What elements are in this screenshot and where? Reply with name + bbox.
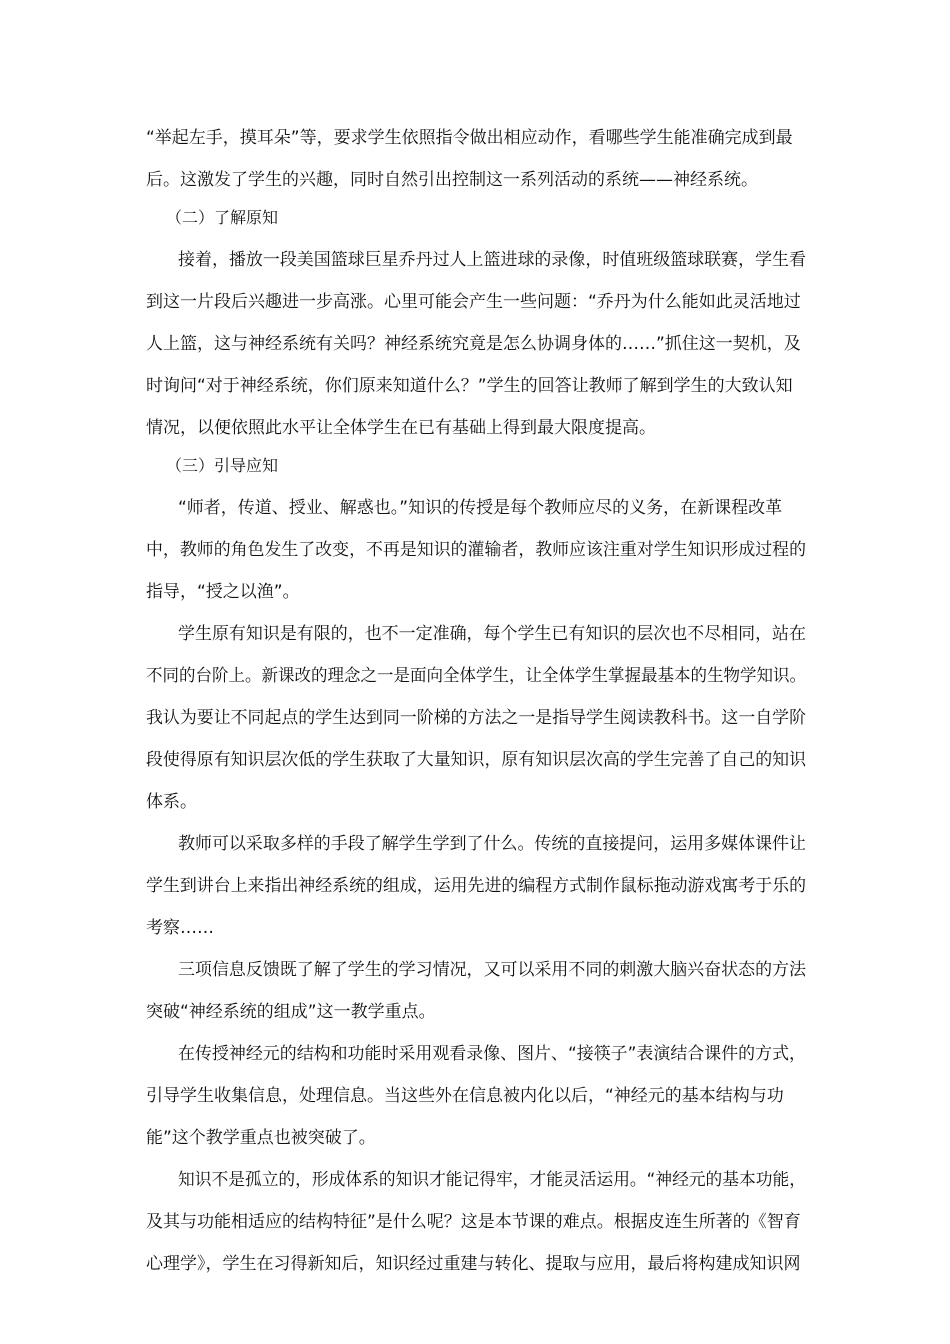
section-heading bbox=[0, 446, 950, 486]
line-text: 人上篮，这与神经系统有关吗？神经系统究竟是怎么协调身体的……”抓住这一契机，及 bbox=[146, 334, 801, 354]
line-text: 引导学生收集信息，处理信息。当这些外在信息被内化以后，“神经元的基本结构与功 bbox=[146, 1086, 784, 1106]
text-line bbox=[0, 992, 950, 1032]
text-line bbox=[0, 118, 950, 158]
text-line bbox=[0, 324, 950, 364]
text-line bbox=[0, 698, 950, 738]
line-text: “师者，传道、授业、解惑也。”知识的传授是每个教师应尽的义务，在新课程改革 bbox=[178, 498, 783, 518]
text-line bbox=[0, 572, 950, 612]
line-text: 考察…… bbox=[146, 918, 214, 938]
section-heading bbox=[0, 198, 950, 238]
text-line bbox=[0, 656, 950, 696]
line-text: 突破“神经系统的组成”这一教学重点。 bbox=[146, 1002, 436, 1022]
text-line bbox=[0, 1160, 950, 1200]
text-line bbox=[0, 740, 950, 780]
line-text: 及其与功能相适应的结构特征”是什么呢？这是本节课的难点。根据皮连生所著的《智育 bbox=[146, 1212, 801, 1232]
heading-text: （三）引导应知 bbox=[166, 456, 279, 475]
text-line bbox=[0, 240, 950, 280]
line-text: 教师可以采取多样的手段了解学生学到了什么。传统的直接提问，运用多媒体课件让 bbox=[178, 834, 806, 854]
line-text: 指导，“授之以渔”。 bbox=[146, 582, 300, 602]
line-text: 到这一片段后兴趣进一步高涨。心里可能会产生一些问题：“乔丹为什么能如此灵活地过 bbox=[146, 292, 801, 312]
text-line bbox=[0, 1244, 950, 1284]
text-line bbox=[0, 1034, 950, 1074]
line-text: 体系。 bbox=[146, 792, 197, 812]
text-line bbox=[0, 1076, 950, 1116]
text-line bbox=[0, 488, 950, 528]
line-text: 接着，播放一段美国篮球巨星乔丹过人上篮进球的录像，时值班级篮球联赛，学生看 bbox=[178, 250, 806, 270]
line-text: 学生原有知识是有限的，也不一定准确，每个学生已有知识的层次也不尽相同，站在 bbox=[178, 624, 806, 644]
text-line bbox=[0, 824, 950, 864]
text-line bbox=[0, 408, 950, 448]
line-text: 能”这个教学重点也被突破了。 bbox=[146, 1128, 376, 1148]
text-line bbox=[0, 782, 950, 822]
line-text: 时询问“对于神经系统，你们原来知道什么？”学生的回答让教师了解到学生的大致认知 bbox=[146, 376, 793, 396]
line-text: 情况，以便依照此水平让全体学生在已有基础上得到最大限度提高。 bbox=[146, 418, 656, 438]
text-line bbox=[0, 366, 950, 406]
text-line bbox=[0, 614, 950, 654]
line-text: 后。这激发了学生的兴趣，同时自然引出控制这一系列活动的系统——神经系统。 bbox=[146, 170, 758, 190]
line-text: 三项信息反馈既了解了学生的学习情况，又可以采用不同的刺激大脑兴奋状态的方法 bbox=[178, 960, 806, 980]
text-line bbox=[0, 160, 950, 200]
text-line bbox=[0, 908, 950, 948]
line-text: 中，教师的角色发生了改变，不再是知识的灌输者，教师应该注重对学生知识形成过程的 bbox=[146, 540, 807, 560]
text-line bbox=[0, 866, 950, 906]
line-text: 心理学》，学生在习得新知后，知识经过重建与转化、提取与应用，最后将构建成知识网 bbox=[146, 1254, 801, 1274]
text-line bbox=[0, 530, 950, 570]
line-text: 知识不是孤立的，形成体系的知识才能记得牢，才能灵活运用。“神经元的基本功能， bbox=[178, 1170, 806, 1190]
line-text: 我认为要让不同起点的学生达到同一阶梯的方法之一是指导学生阅读教科书。这一自学阶 bbox=[146, 708, 807, 728]
heading-text: （二）了解原知 bbox=[166, 208, 279, 227]
line-text: 在传授神经元的结构和功能时采用观看录像、图片、“接筷子”表演结合课件的方式， bbox=[178, 1044, 806, 1064]
text-line bbox=[0, 282, 950, 322]
text-line bbox=[0, 1202, 950, 1242]
text-line bbox=[0, 1118, 950, 1158]
line-text: “举起左手，摸耳朵”等，要求学生依照指令做出相应动作，看哪些学生能准确完成到最 bbox=[146, 128, 793, 148]
text-line bbox=[0, 950, 950, 990]
line-text: 不同的台阶上。新课改的理念之一是面向全体学生，让全体学生掌握最基本的生物学知识。 bbox=[146, 666, 807, 686]
line-text: 段使得原有知识层次低的学生获取了大量知识，原有知识层次高的学生完善了自己的知识 bbox=[146, 750, 807, 770]
line-text: 学生到讲台上来指出神经系统的组成，运用先进的编程方式制作鼠标拖动游戏寓考于乐的 bbox=[146, 876, 807, 896]
